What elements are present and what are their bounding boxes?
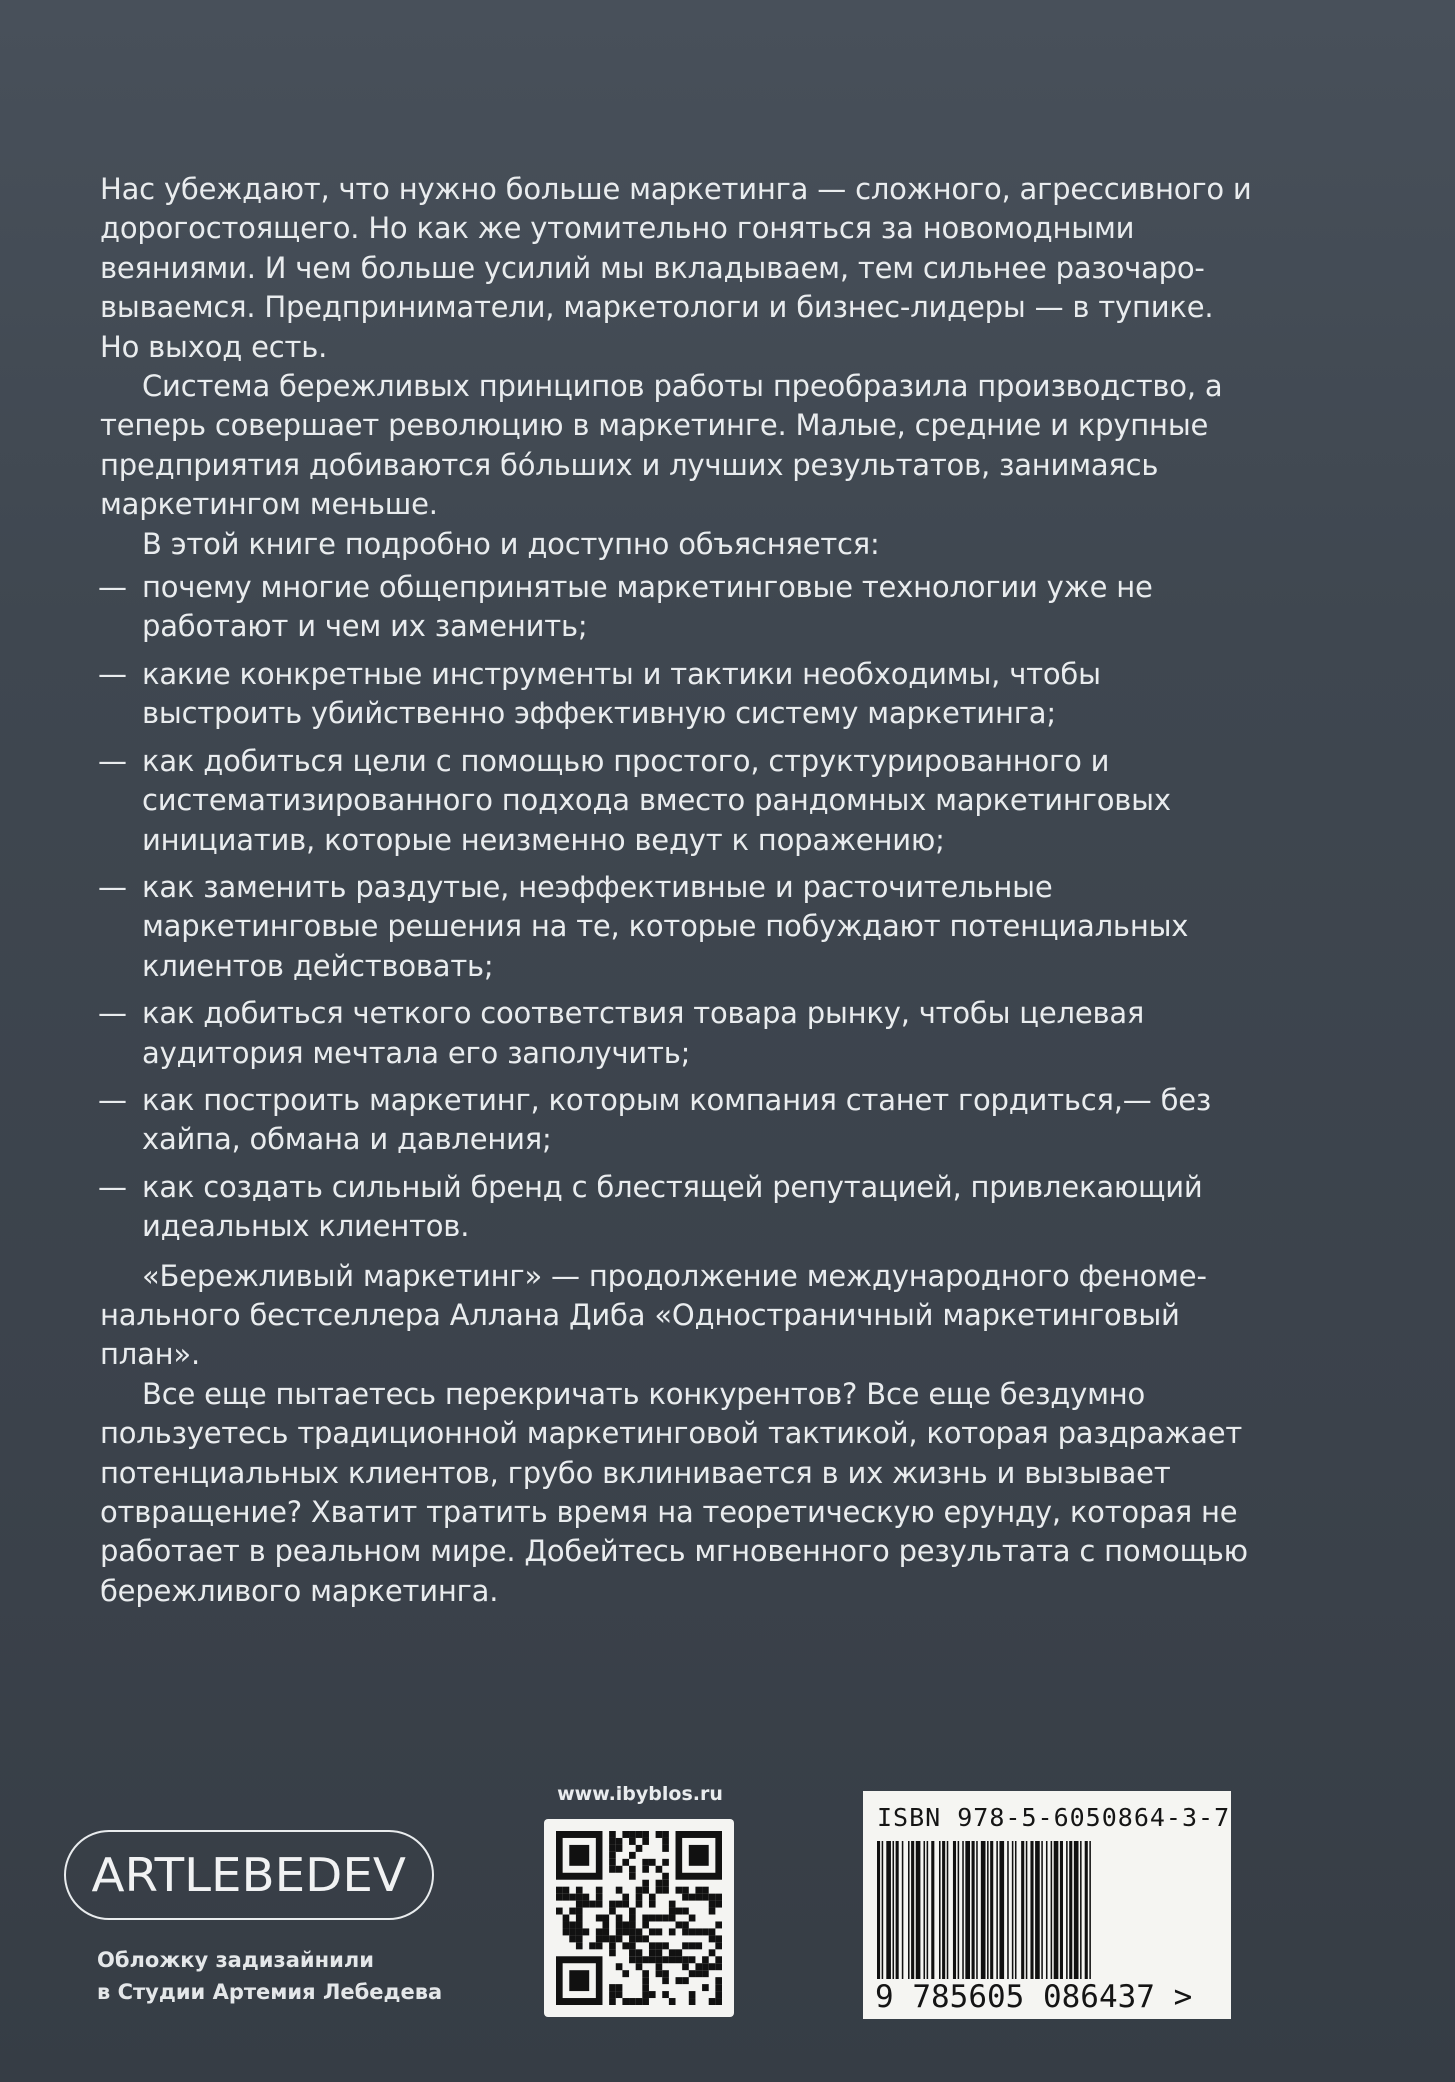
logo-text: ARTLEBEDEV bbox=[91, 1848, 407, 1902]
publisher-url: www.ibyblos.ru bbox=[557, 1783, 723, 1805]
list-item bbox=[100, 742, 1260, 860]
list-item bbox=[100, 1168, 1260, 1247]
intro-paragraph-1: Нас убеждают, что нужно больше маркетинга — сложного, агрессивного и дорогостоящего. Но как же утомительно гоняться за новомодными веяниями. И чем больше усилий мы вкладываем, тем сильнее разочаровываемся. Предприниматели, маркетологи и бизнес-лидеры — в тупике. Но выход есть. bbox=[100, 172, 1252, 364]
bullet-dash: — bbox=[98, 656, 127, 691]
outro-paragraph-2: Все еще пытаетесь перекричать конкурентов? Все еще бездумно пользуетесь традиционной маркетинговой тактикой, которая раздражает потенциальных клиентов, грубо вклинивается в их жизнь и вызывает отвращение? Хватит тратить время на теоретическую ерунду, которая не работает в реальном мире. Добейтесь мгновенного результата с помощью бережливого маркетинга. bbox=[100, 1376, 1248, 1608]
list-item-text: как построить маркетинг, которым компания станет гордиться,— без хайпа, обмана и давления; bbox=[142, 1082, 1212, 1157]
qr-code bbox=[544, 1819, 734, 2017]
bullet-dash: — bbox=[98, 570, 127, 605]
ean-digits: 9 785605 086437 > bbox=[875, 1979, 1193, 2015]
list-item bbox=[100, 655, 1260, 734]
benefits-list bbox=[100, 568, 1260, 1247]
back-cover-text bbox=[100, 170, 1260, 1611]
qr-code-icon bbox=[556, 1831, 722, 2005]
list-item-text: как добиться четкого соответствия товара рынку, чтобы целевая аудитория мечтала его заполучить; bbox=[142, 996, 1145, 1070]
barcode-icon bbox=[877, 1841, 1217, 1979]
outro-paragraph-1: «Бережливый маркетинг» — продолжение международного феноменального бестселлера Аллана Диба «Одностраничный маркетинговый план». bbox=[100, 1258, 1207, 1372]
list-item-text: как добиться цели с помощью простого, структурированного и систематизированного подхода вместо рандомных маркетинговых инициатив, которые неизменно ведут к поражению; bbox=[142, 743, 1171, 857]
bullet-dash: — bbox=[98, 1169, 127, 1204]
bullet-dash: — bbox=[98, 869, 127, 904]
list-item-text: какие конкретные инструменты и тактики необходимы, чтобы выстроить убийственно эффективную систему маркетинга; bbox=[142, 656, 1101, 731]
list-item-text: как заменить раздутые, неэффективные и расточительные маркетинговые решения на те, которые побуждают потенциальных клиентов действовать; bbox=[142, 869, 1189, 983]
isbn-number: ISBN 978-5-6050864-3-7 bbox=[877, 1803, 1231, 1832]
list-lead-in: В этой книге подробно и доступно объясняется: bbox=[142, 526, 880, 561]
list-item bbox=[100, 1081, 1260, 1160]
list-item bbox=[100, 568, 1260, 647]
isbn-barcode-label bbox=[863, 1791, 1231, 2019]
bullet-dash: — bbox=[98, 743, 127, 778]
list-item bbox=[100, 994, 1260, 1073]
credit-line-2: в Студии Артемия Лебедева bbox=[97, 1980, 443, 2004]
credit-line-1: Обложку задизайнили bbox=[97, 1948, 374, 1972]
intro-paragraph-2: Система бережливых принципов работы преобразила производство, а теперь совершает революцию в маркетинге. Малые, средние и крупные предприятия добиваются бо́льших и лучших результатов, занимаясь маркетингом меньше. bbox=[100, 369, 1223, 522]
artlebedev-logo bbox=[64, 1830, 434, 1920]
list-item-text: почему многие общепринятые маркетинговые технологии уже не работают и чем их заменить; bbox=[142, 570, 1153, 644]
list-item bbox=[100, 868, 1260, 986]
bullet-dash: — bbox=[98, 1082, 127, 1117]
design-credit bbox=[97, 1944, 442, 2008]
list-item-text: как создать сильный бренд с блестящей репутацией, привлекающий идеальных клиентов. bbox=[142, 1169, 1203, 1244]
bullet-dash: — bbox=[98, 996, 127, 1031]
